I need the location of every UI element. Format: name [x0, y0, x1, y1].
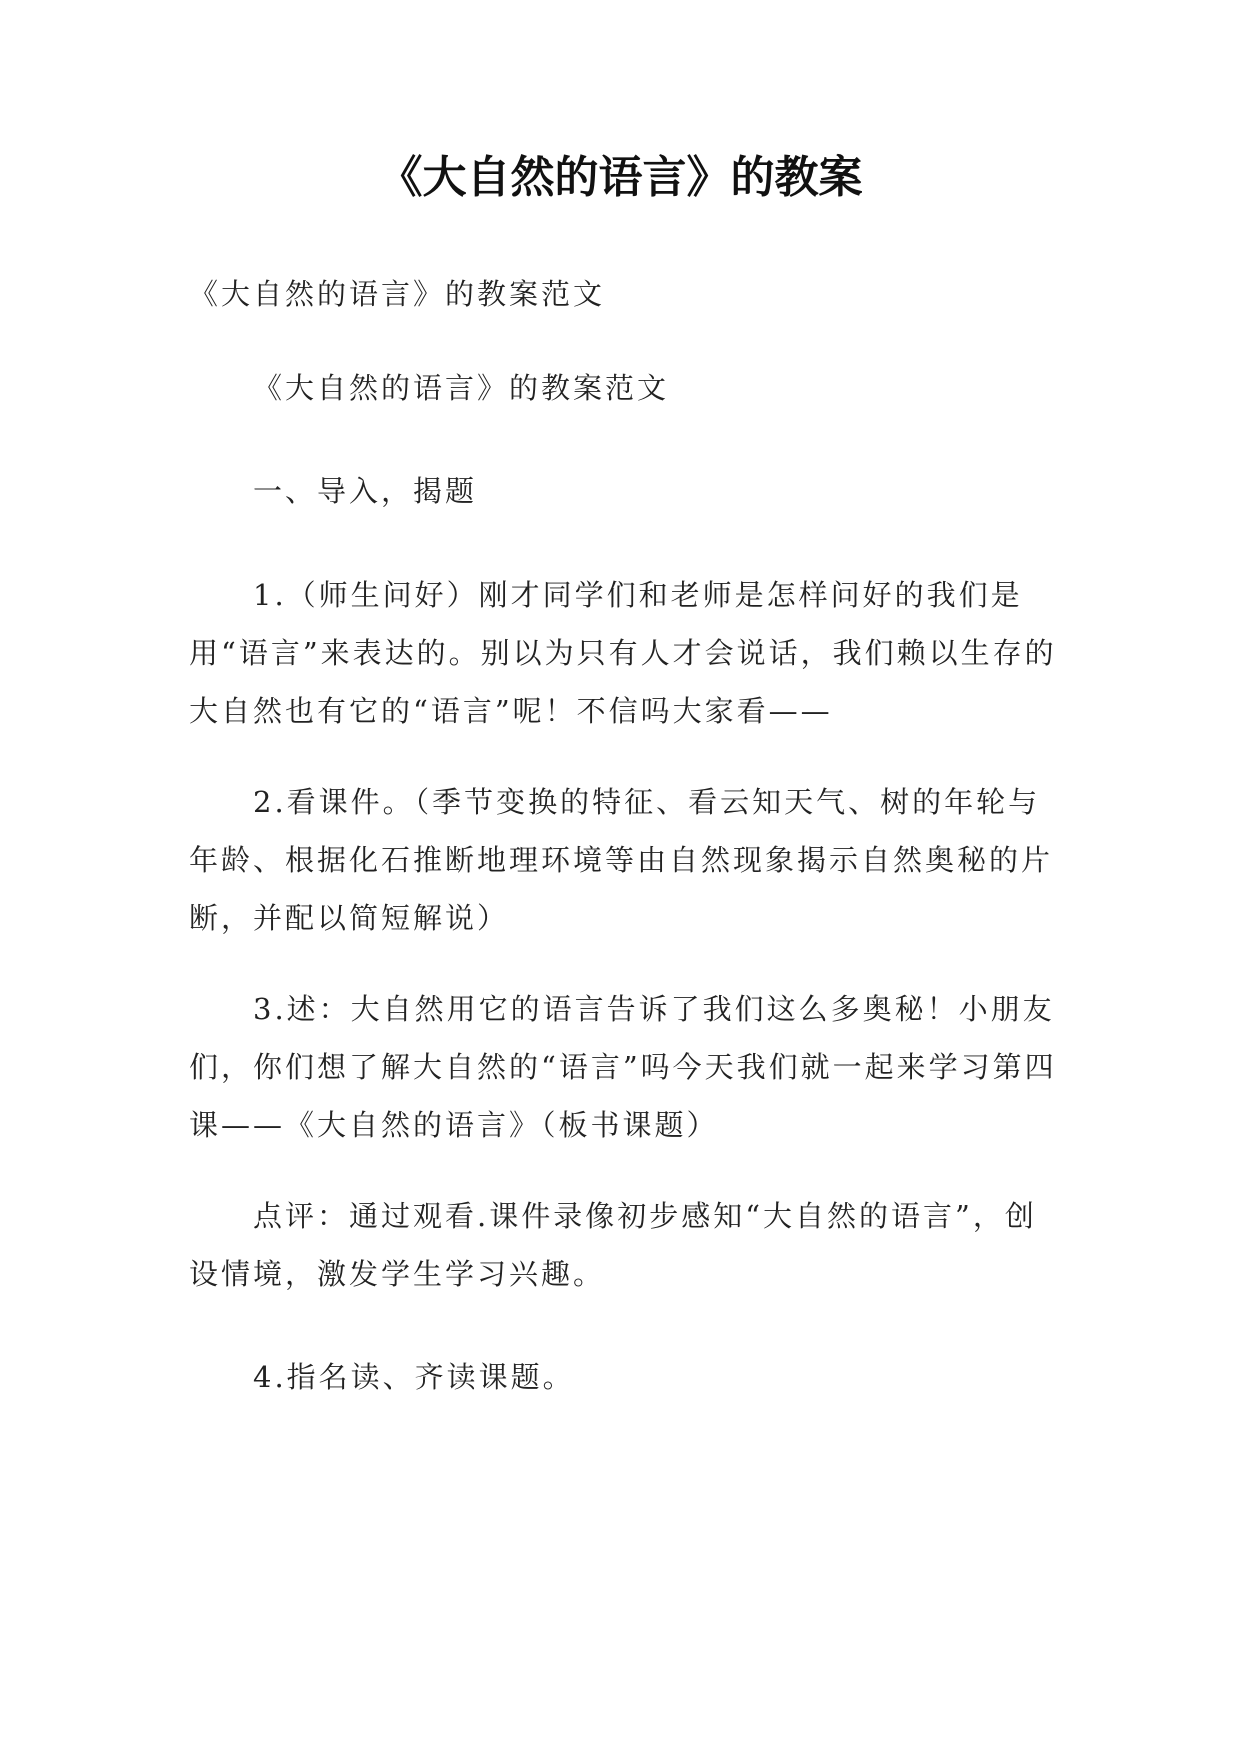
paragraph-intro-title: 《大自然的语言》的教案范文: [253, 371, 670, 405]
paragraph-step-1: 1.（师生问好）刚才同学们和老师是怎样问好的我们是用“语言”来表达的。别以为只有人才会说话，我们赖以生存的大自然也有它的“语言”呢！不信吗大家看——: [189, 578, 1057, 728]
section-heading-introduction: 一、导入，揭题: [253, 474, 478, 508]
paragraph-step-4: 4.指名读、齐读课题。: [253, 1360, 575, 1394]
paragraph-step-3: 3.述：大自然用它的语言告诉了我们这么多奥秘！小朋友们，你们想了解大自然的“语言”吗今天我们就一起来学习第四课——《大自然的语言》（板书课题）: [189, 992, 1057, 1142]
paragraph-step-2: 2.看课件。（季节变换的特征、看云知天气、树的年轮与年龄、根据化石推断地理环境等由自然现象揭示自然奥秘的片断，并配以简短解说）: [189, 785, 1054, 935]
document-subtitle: 《大自然的语言》的教案范文: [189, 277, 606, 311]
page-title: 《大自然的语言》的教案: [378, 152, 863, 203]
paragraph-commentary: 点评：通过观看.课件录像初步感知“大自然的语言”，创设情境，激发学生学习兴趣。: [189, 1199, 1037, 1291]
